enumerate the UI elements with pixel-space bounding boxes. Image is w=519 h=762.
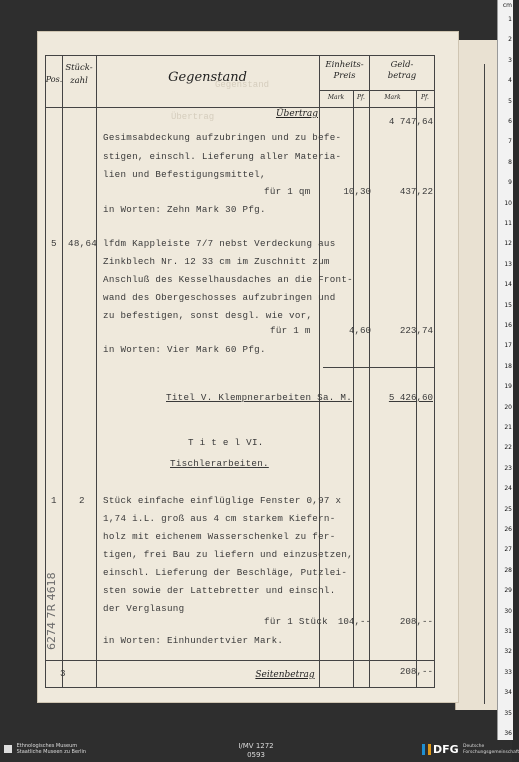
ruler-tick: 5	[508, 97, 512, 105]
dfg-line-1: Deutsche	[463, 744, 485, 749]
ruler-tick: 9	[508, 179, 512, 187]
dfg-logo: DFG	[433, 743, 459, 756]
ruler-tick: 14	[504, 281, 512, 289]
ruler-tick: 20	[504, 403, 512, 411]
ruler-tick: 27	[504, 546, 512, 554]
carry-over-value: 4 747,64	[388, 116, 433, 127]
title-total-value: 5 426,60	[388, 392, 433, 403]
ruler-tick: 18	[504, 362, 512, 370]
ruler-tick: 26	[504, 526, 512, 533]
ruler-tick: 24	[504, 485, 512, 493]
header-amount: Geld- betrag	[387, 60, 417, 81]
block1-line-1: Gesimsabdeckung aufzubringen und zu befe-	[103, 132, 342, 143]
ruler-tick: 16	[504, 322, 512, 329]
ruler-tick: 8	[508, 158, 512, 166]
block3-amount: 208,--	[399, 616, 433, 627]
museum-name: Ethnologisches Museum	[16, 743, 78, 749]
back-sheet	[455, 40, 498, 710]
col-line-amount-pf	[416, 90, 417, 688]
header-amount-pf: Pf.	[421, 94, 429, 101]
dfg-name	[463, 744, 519, 755]
ruler-tick: 7	[508, 138, 512, 146]
ruler-tick: 6	[508, 118, 512, 125]
header-amount-mark: Mark	[384, 94, 401, 101]
header-qty: Stück- zahl	[65, 63, 93, 86]
block2-words: in Worten: Vier Mark 60 Pfg.	[103, 344, 266, 355]
block1-line-2: stigen, einschl. Lieferung aller Materia-	[103, 151, 342, 162]
ruler-tick: 11	[504, 220, 512, 227]
block3-line-3: holz mit eichenem Wasserschenkel zu fer-	[103, 531, 336, 542]
archive-collection: I/MV 1272	[238, 742, 274, 750]
ruler-tick: 13	[504, 260, 512, 268]
page-total-label: Seitenbetrag	[255, 670, 315, 680]
archive-page: 0593	[247, 751, 265, 759]
ruler-tick: 15	[504, 301, 512, 309]
block2-line-3: Anschluß des Kesselhausdaches an die Front-	[103, 274, 353, 285]
ruler-tick: 30	[504, 607, 512, 615]
block2-qty: 48,64	[68, 238, 98, 249]
ruler-tick: 33	[504, 668, 512, 676]
ruler-tick: 35	[504, 709, 512, 717]
ruler-tick: 34	[504, 689, 512, 697]
block3-line-7: der Verglasung	[103, 603, 185, 614]
dfg-line-2: Forschungsgemeinschaft	[463, 749, 519, 755]
pencil-archive-note: 6274 7R 4618	[45, 572, 58, 650]
block3-unit-price: 104,--	[337, 616, 371, 627]
ruler-tick: 23	[504, 464, 512, 472]
page-number: 3	[60, 668, 66, 679]
block1-unit: für 1 qm	[264, 186, 311, 197]
block3-words: in Worten: Einhundertvier Mark.	[103, 635, 284, 646]
block2-pos: 5	[51, 238, 57, 249]
carry-over-label: Übertrag	[275, 109, 318, 119]
col-line-price-pf	[353, 90, 354, 688]
ghost-text-2: Übertrag	[171, 112, 215, 122]
subheader-divider	[319, 90, 435, 91]
museum-logo-icon	[4, 745, 12, 753]
ruler-tick: 4	[508, 77, 512, 85]
ruler-tick: 21	[504, 424, 512, 431]
block2-line-2: Zinkblech Nr. 12 33 cm im Zuschnitt zum	[103, 256, 330, 267]
block3-line-5: einschl. Lieferung der Beschläge, Putzlei-	[103, 567, 348, 578]
ruler-tick: 10	[504, 199, 512, 207]
header-price-pf: Pf.	[357, 94, 365, 101]
footer-row-top	[45, 660, 435, 661]
col-line-right	[434, 55, 435, 688]
header-bottom-border	[45, 107, 435, 108]
block3-line-2: 1,74 i.L. groß aus 4 cm starkem Kiefern-	[103, 513, 336, 524]
museum-logo	[4, 743, 86, 755]
museum-subtitle: Staatliche Museen zu Berlin	[16, 749, 87, 755]
ruler-tick: 22	[504, 444, 512, 452]
block3-line-1: Stück einfache einflüglige Fenster 0,97 x	[103, 495, 342, 506]
title6-heading: T i t e l VI.	[188, 437, 264, 448]
block2-unit: für 1 m	[270, 325, 311, 336]
title6-subheading: Tischlerarbeiten.	[170, 458, 269, 469]
block3-unit: für 1 Stück	[264, 616, 328, 627]
ruler-tick: 12	[504, 240, 512, 248]
ruler-tick: 17	[504, 342, 512, 350]
block1-unit-price: 10,30	[343, 186, 371, 197]
page-total-value: 208,--	[399, 666, 433, 677]
ruler-tick: 3	[508, 56, 512, 64]
ruler-unit: cm	[502, 2, 512, 9]
archive-id	[226, 742, 286, 760]
block3-line-6: sten sowie der Lattebretter und einschl.	[103, 585, 336, 596]
block2-line-4: wand des Obergeschosses aufzubringen und	[103, 292, 336, 303]
ruler-tick: 36	[504, 730, 512, 737]
block3-qty: 2	[79, 495, 85, 506]
footer-row-bottom	[45, 687, 435, 688]
col-line-pos	[62, 55, 63, 688]
total-line	[323, 367, 435, 368]
block1-amount: 437,22	[399, 186, 433, 197]
col-line-qty	[96, 55, 97, 688]
block2-line-5: zu befestigen, sonst desgl. wie vor,	[103, 310, 313, 321]
ghost-text-1: Gegenstand	[215, 80, 270, 90]
title-total-label: Titel V. Klempnerarbeiten Sa. M.	[166, 392, 353, 403]
ruler-tick: 32	[504, 648, 512, 656]
ruler-tick: 19	[504, 383, 512, 391]
col-line-price	[369, 55, 370, 688]
header-subject: Gegenstand	[168, 70, 247, 85]
table-top-border	[45, 55, 435, 56]
document-page	[38, 32, 458, 702]
ruler-tick: 1	[508, 16, 512, 23]
block1-line-3: lien und Befestigungsmittel,	[103, 169, 266, 180]
block2-unit-price: 4,60	[348, 325, 371, 336]
sheet-edge	[484, 64, 495, 704]
block3-line-4: tigen, frei Bau zu liefern und einzusetzen,	[103, 549, 353, 560]
ruler-tick: 29	[504, 587, 512, 595]
ruler-tick: 31	[504, 628, 512, 635]
scale-ruler	[497, 0, 513, 740]
ruler-tick: 2	[508, 36, 512, 44]
ruler-tick: 28	[504, 566, 512, 574]
block2-line-1: lfdm Kappleiste 7/7 nebst Verdeckung aus	[103, 238, 336, 249]
header-unit-price: Einheits- Preis	[325, 60, 364, 81]
header-price-mark: Mark	[327, 94, 345, 101]
ruler-tick: 25	[504, 505, 512, 513]
block2-amount: 223,74	[399, 325, 433, 336]
block3-pos: 1	[51, 495, 57, 506]
dfg-logo-icon	[422, 744, 431, 755]
header-pos: Pos.	[45, 75, 63, 84]
block1-words: in Worten: Zehn Mark 30 Pfg.	[103, 204, 266, 215]
archive-footer	[0, 740, 519, 762]
